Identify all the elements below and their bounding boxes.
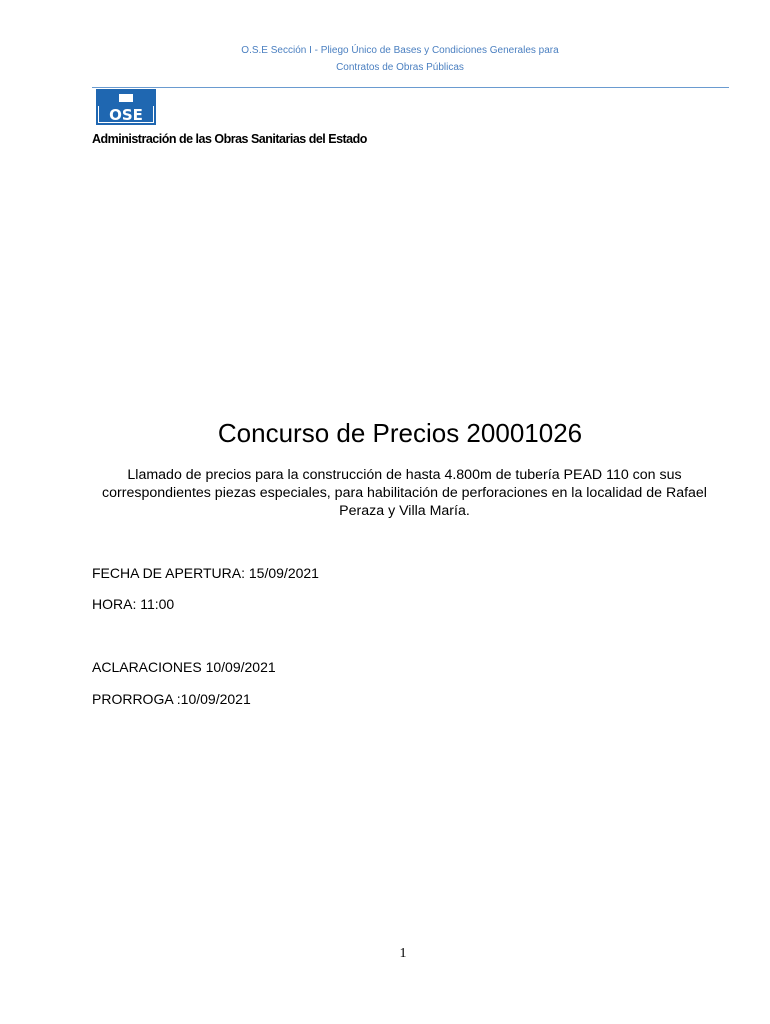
document-title: Concurso de Precios 20001026 xyxy=(217,418,583,448)
extension-date: PRORROGA :10/09/2021 xyxy=(92,691,251,707)
running-header-line-2: Contratos de Obras Públicas xyxy=(336,62,464,73)
page-number: 1 xyxy=(399,946,407,961)
running-header-line-1: O.S.E Sección I - Pliego Único de Bases y Condiciones Generales para xyxy=(241,45,559,56)
opening-time: HORA: 11:00 xyxy=(92,596,175,612)
organization-name: Administración de las Obras Sanitarias del Estado xyxy=(92,132,367,146)
opening-date: FECHA DE APERTURA: 15/09/2021 xyxy=(92,565,319,581)
logo-text: OSE xyxy=(109,106,143,124)
clarifications-date: ACLARACIONES 10/09/2021 xyxy=(92,659,276,675)
document-description: Llamado de precios para la construcción de hasta 4.800m de tubería PEAD 110 con sus correspondientes piezas especiales, para habilitación de perforaciones en la localidad de Rafael Peraza y Villa María. xyxy=(102,467,707,519)
header-divider xyxy=(92,87,729,88)
ose-logo xyxy=(96,89,156,125)
